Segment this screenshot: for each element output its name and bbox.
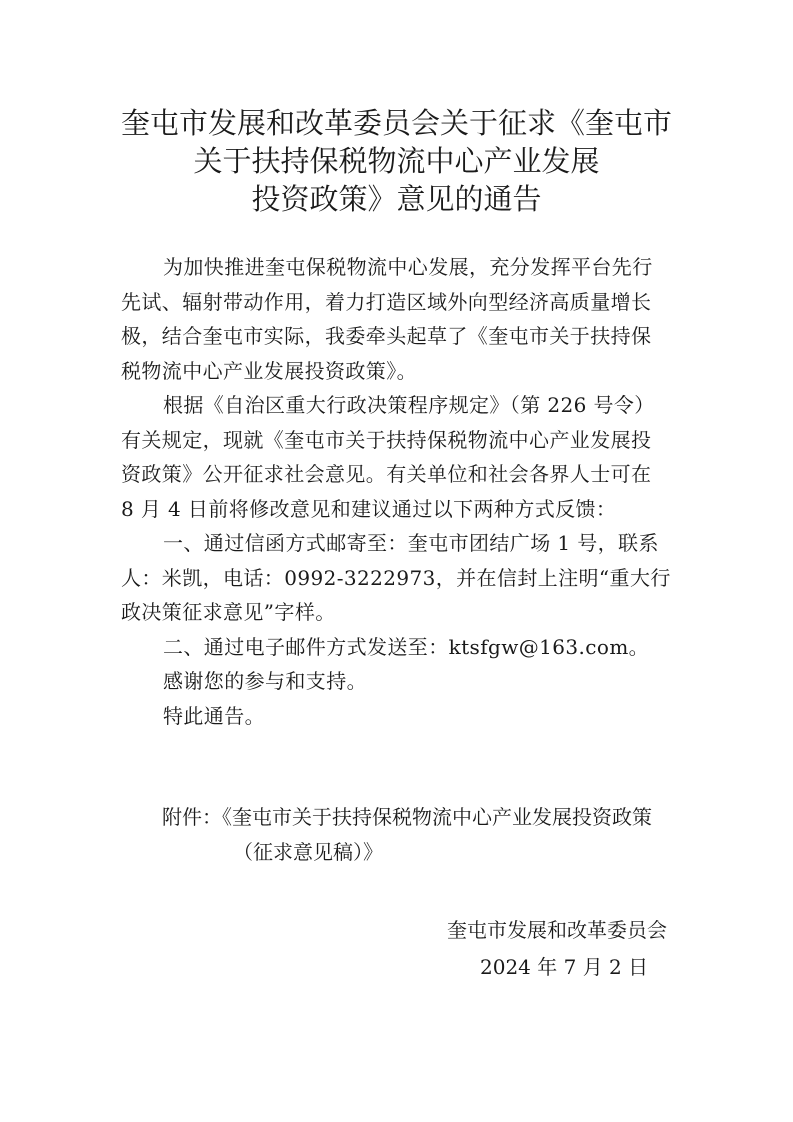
paragraph-mail-method [121, 526, 679, 630]
paragraph-line: 特此通告。 [163, 703, 265, 728]
paragraph-line: 为加快推进奎屯保税物流中心发展，充分发挥平台先行 [163, 255, 653, 279]
title-line-2: 关于扶持保税物流中心产业发展 [193, 144, 600, 178]
signature-organization: 奎屯市发展和改革委员会 [447, 918, 667, 942]
paragraph-line: 根据《自治区重大行政决策程序规定》（第 226 号令） [163, 393, 655, 417]
paragraph-line: 资政策》公开征求社会意见。有关单位和社会各界人士可在 [121, 462, 652, 486]
paragraph-line: 感谢您的参与和支持。 [163, 669, 367, 693]
paragraph-line: 二、通过电子邮件方式发送至：ktsfgw@163.com。 [163, 634, 650, 659]
paragraph-line: 一、通过信函方式邮寄至：奎屯市团结广场 1 号，联系 [163, 531, 659, 555]
attachment-line-2: （征求意见稿）》 [233, 840, 383, 864]
paragraph-intro [121, 250, 679, 388]
document-title [60, 104, 733, 218]
signature-date: 2024 年 7 月 2 日 [480, 955, 649, 979]
title-line-3: 投资政策》意见的通告 [251, 182, 542, 216]
paragraph-line: 政决策征求意见”字样。 [121, 600, 336, 624]
paragraph-line: 人：米凯，电话：0992-3222973，并在信封上注明“重大行 [121, 565, 671, 590]
paragraph-line: 先试、辐射带动作用，着力打造区域外向型经济高质量增长 [121, 289, 652, 314]
paragraph-line: 有关规定，现就《奎屯市关于扶持保税物流中心产业发展投 [121, 427, 652, 452]
paragraph-line: 极，结合奎屯市实际，我委牵头起草了《奎屯市关于扶持保 [121, 324, 652, 348]
attachment-line-1: 附件：《奎屯市关于扶持保税物流中心产业发展投资政策 [162, 805, 652, 829]
paragraph-thanks [121, 664, 679, 699]
paragraph-line: 税物流中心产业发展投资政策》。 [121, 358, 417, 383]
paragraph-line: 8 月 4 日前将修改意见和建议通过以下两种方式反馈： [121, 496, 617, 521]
document-body [121, 250, 679, 733]
paragraph-email-method [121, 630, 679, 665]
paragraph-closing [121, 699, 679, 734]
paragraph-basis [121, 388, 679, 526]
title-line-1: 奎屯市发展和改革委员会关于征求《奎屯市 [120, 106, 672, 140]
